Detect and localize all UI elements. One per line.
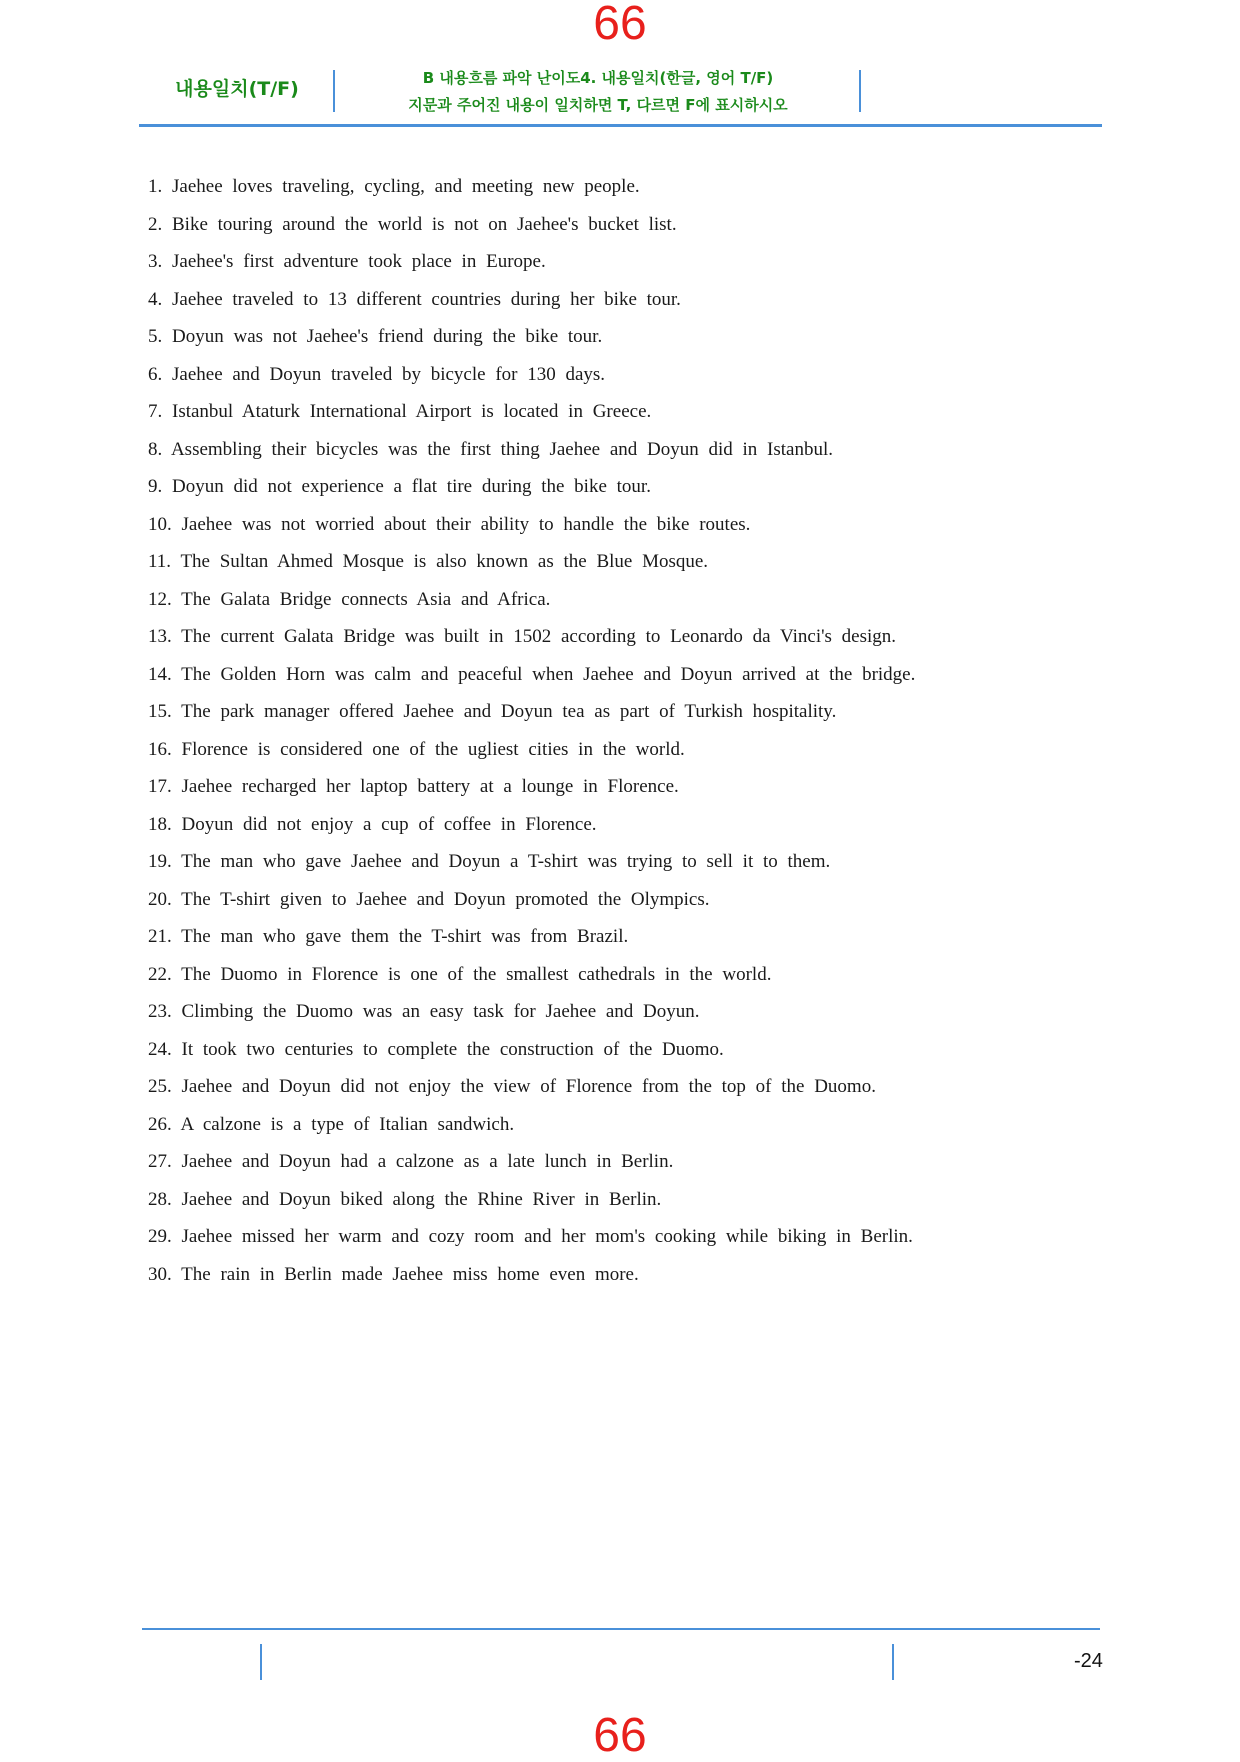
header-title: 내용일치(T/F): [175, 78, 299, 100]
question-item: 17. Jaehee recharged her laptop battery at a lounge in Florence.: [148, 776, 679, 797]
question-item: 15. The park manager offered Jaehee and Doyun tea as part of Turkish hospitality.: [148, 701, 837, 722]
page-marker-top: 66: [593, 0, 647, 50]
footer-page-number: -24: [1074, 1650, 1103, 1672]
question-item: 1. Jaehee loves traveling, cycling, and meeting new people.: [148, 176, 640, 197]
question-item: 21. The man who gave them the T-shirt was from Brazil.: [148, 926, 629, 947]
question-item: 19. The man who gave Jaehee and Doyun a T-shirt was trying to sell it to them.: [148, 851, 831, 872]
footer-rule: [142, 1628, 1100, 1630]
question-item: 9. Doyun did not experience a flat tire during the bike tour.: [148, 476, 651, 497]
question-item: 3. Jaehee's first adventure took place in Europe.: [148, 251, 546, 272]
question-item: 28. Jaehee and Doyun biked along the Rhine River in Berlin.: [148, 1188, 662, 1210]
header-instruction: 지문과 주어진 내용이 일치하면 T, 다르면 F에 표시하시오: [408, 96, 788, 114]
question-item: 13. The current Galata Bridge was built in 1502 according to Leonardo da Vinci's design.: [148, 626, 897, 647]
question-item: 23. Climbing the Duomo was an easy task for Jaehee and Doyun.: [148, 1001, 700, 1022]
question-item: 12. The Galata Bridge connects Asia and Africa.: [148, 588, 551, 610]
question-item: 29. Jaehee missed her warm and cozy room and her mom's cooking while biking in Berlin.: [148, 1226, 913, 1247]
question-item: 24. It took two centuries to complete the construction of the Duomo.: [148, 1038, 724, 1060]
header-divider-right: [859, 70, 861, 112]
question-item: 6. Jaehee and Doyun traveled by bicycle for 130 days.: [148, 363, 606, 385]
question-item: 16. Florence is considered one of the ugliest cities in the world.: [148, 738, 685, 760]
question-item: 18. Doyun did not enjoy a cup of coffee in Florence.: [148, 813, 597, 835]
question-item: 25. Jaehee and Doyun did not enjoy the view of Florence from the top of the Duomo.: [148, 1076, 876, 1097]
footer-divider-right: [892, 1644, 894, 1680]
question-item: 22. The Duomo in Florence is one of the smallest cathedrals in the world.: [148, 963, 772, 985]
question-item: 26. A calzone is a type of Italian sandwich.: [148, 1113, 515, 1135]
question-item: 10. Jaehee was not worried about their ability to handle the bike routes.: [148, 513, 751, 535]
page-marker-bottom: 66: [593, 1709, 647, 1762]
question-item: 8. Assembling their bicycles was the first thing Jaehee and Doyun did in Istanbul.: [148, 438, 834, 460]
footer-divider-left: [260, 1644, 262, 1680]
question-item: 5. Doyun was not Jaehee's friend during the bike tour.: [148, 326, 603, 347]
question-list: [148, 172, 915, 1297]
question-item: 30. The rain in Berlin made Jaehee miss home even more.: [148, 1263, 639, 1285]
question-item: 2. Bike touring around the world is not on Jaehee's bucket list.: [148, 213, 677, 235]
header-subtitle-line1: B 내용흐름 파악 난이도4. 내용일치(한글, 영어 T/F): [422, 69, 774, 87]
question-item: 4. Jaehee traveled to 13 different countries during her bike tour.: [148, 288, 681, 310]
question-item: 20. The T-shirt given to Jaehee and Doyun promoted the Olympics.: [148, 888, 710, 910]
question-item: 7. Istanbul Ataturk International Airport is located in Greece.: [148, 401, 652, 422]
header-divider-left: [333, 70, 335, 112]
page-header: [139, 60, 1102, 127]
question-item: 27. Jaehee and Doyun had a calzone as a late lunch in Berlin.: [148, 1151, 674, 1172]
question-item: 14. The Golden Horn was calm and peaceful when Jaehee and Doyun arrived at the bridge.: [148, 663, 916, 685]
question-item: 11. The Sultan Ahmed Mosque is also known as the Blue Mosque.: [148, 551, 709, 572]
